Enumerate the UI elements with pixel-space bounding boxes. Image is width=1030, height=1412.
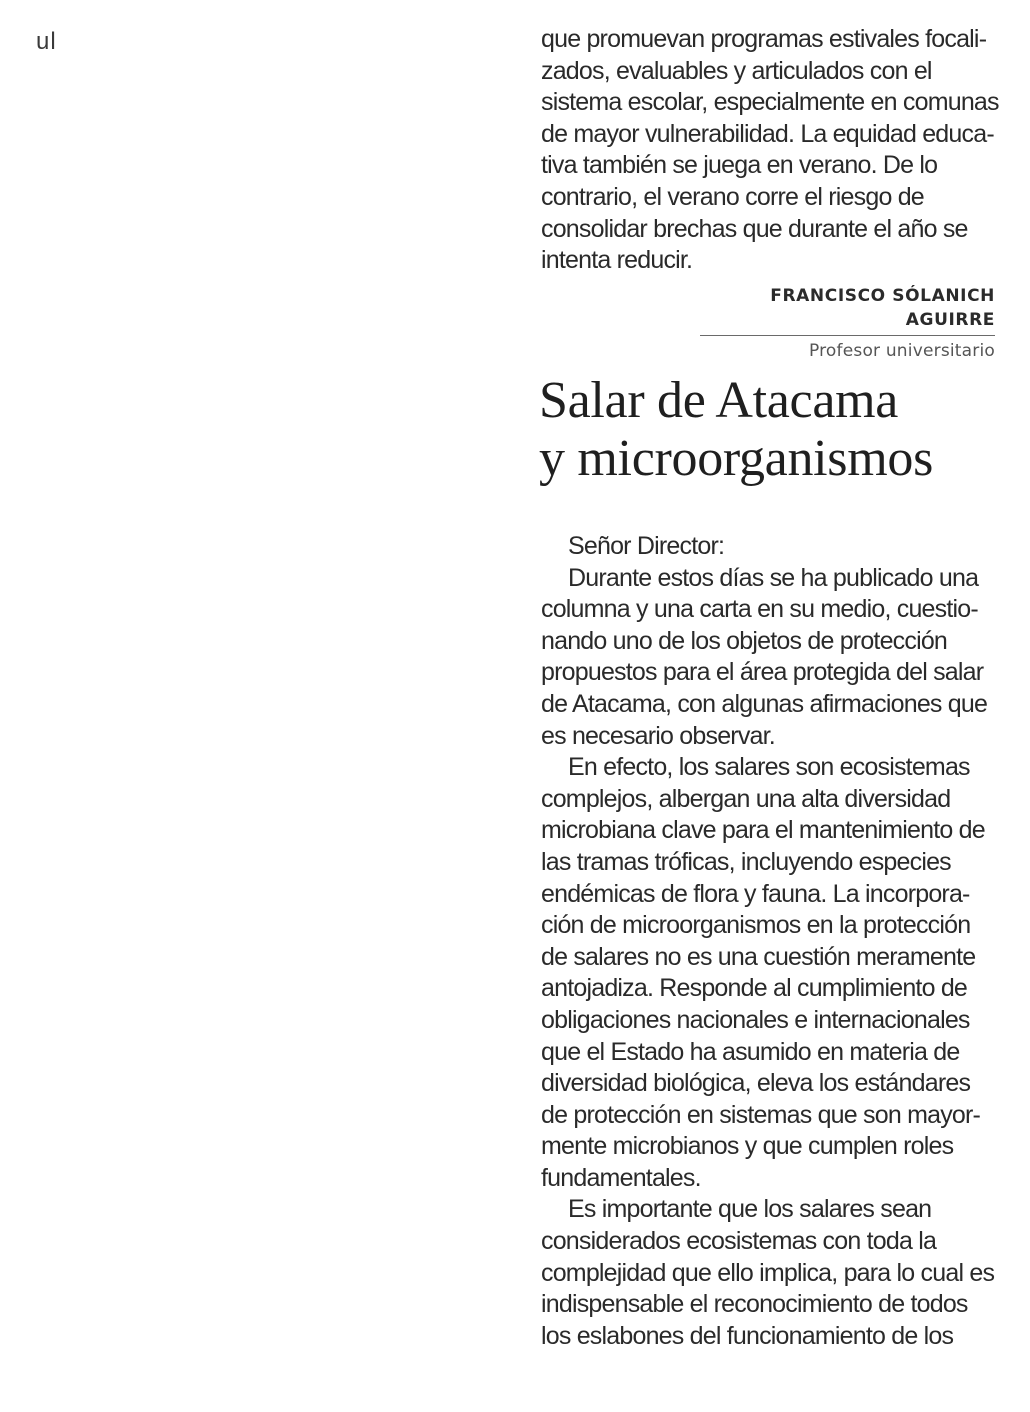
author-signature bbox=[700, 284, 995, 366]
text-line: endémicas de flora y fauna. La incorpora- bbox=[541, 879, 970, 908]
text-line: que el Estado ha asumido en materia de bbox=[541, 1037, 960, 1066]
author-role: Profesor universitario bbox=[808, 341, 995, 361]
text-line: nando uno de los objetos de protección bbox=[541, 626, 948, 655]
text-line: ción de microorganismos en la protección bbox=[541, 911, 971, 940]
text-line: consolidar brechas que durante el año se bbox=[541, 214, 968, 243]
letter-headline bbox=[539, 372, 1009, 488]
author-name: FRANCISCO SÓLANICH AGUIRRE bbox=[770, 286, 995, 330]
text-line: de Atacama, con algunas afirmaciones que bbox=[541, 689, 988, 718]
text-line: En efecto, los salares son ecosistemas bbox=[568, 753, 970, 782]
text-line: mente microbianos y que cumplen roles bbox=[541, 1132, 954, 1161]
text-line: zados, evaluables y articulados con el bbox=[541, 56, 932, 85]
text-line: de protección en sistemas que son mayor- bbox=[541, 1100, 981, 1129]
text-line: microbiana clave para el mantenimiento de bbox=[541, 816, 985, 845]
text-line: considerados ecosistemas con toda la bbox=[541, 1227, 937, 1256]
text-line: sistema escolar, especialmente en comunas bbox=[541, 88, 999, 117]
text-line: contrario, el verano corre el riesgo de bbox=[541, 182, 924, 211]
text-line: fundamentales. bbox=[541, 1163, 701, 1192]
text-line: intenta reducir. bbox=[541, 246, 693, 275]
page-edge-mark: ul bbox=[36, 28, 57, 55]
letter-body bbox=[541, 531, 997, 1352]
headline-line-1: Salar de Atacama bbox=[539, 372, 899, 429]
text-line: antojadiza. Responde al cumplimiento de bbox=[541, 974, 968, 1003]
salutation: Señor Director: bbox=[568, 532, 725, 560]
headline-line-2: y microorganismos bbox=[539, 430, 934, 487]
text-line: de mayor vulnerabilidad. La equidad educa- bbox=[541, 119, 994, 148]
text-line: Es importante que los salares sean bbox=[568, 1195, 932, 1224]
text-line: indispensable el reconocimiento de todos bbox=[541, 1290, 968, 1319]
text-line: los eslabones del funcionamiento de los bbox=[541, 1321, 954, 1350]
text-line: diversidad biológica, eleva los estándares bbox=[541, 1069, 971, 1098]
previous-letter-text bbox=[541, 24, 997, 277]
text-line: de salares no es una cuestión meramente bbox=[541, 942, 976, 971]
text-line: tiva también se juega en verano. De lo bbox=[541, 151, 938, 180]
text-line: las tramas tróficas, incluyendo especies bbox=[541, 847, 951, 876]
text-line: complejos, albergan una alta diversidad bbox=[541, 784, 951, 813]
text-line: obligaciones nacionales e internacionales bbox=[541, 1005, 970, 1034]
text-line: columna y una carta en su medio, cuestio- bbox=[541, 595, 978, 624]
text-line: que promuevan programas estivales focali- bbox=[541, 25, 987, 53]
text-line: propuestos para el área protegida del salar bbox=[541, 658, 984, 687]
text-line: complejidad que ello implica, para lo cual es bbox=[541, 1258, 995, 1287]
text-line: es necesario observar. bbox=[541, 721, 775, 750]
text-line: Durante estos días se ha publicado una bbox=[568, 563, 979, 592]
